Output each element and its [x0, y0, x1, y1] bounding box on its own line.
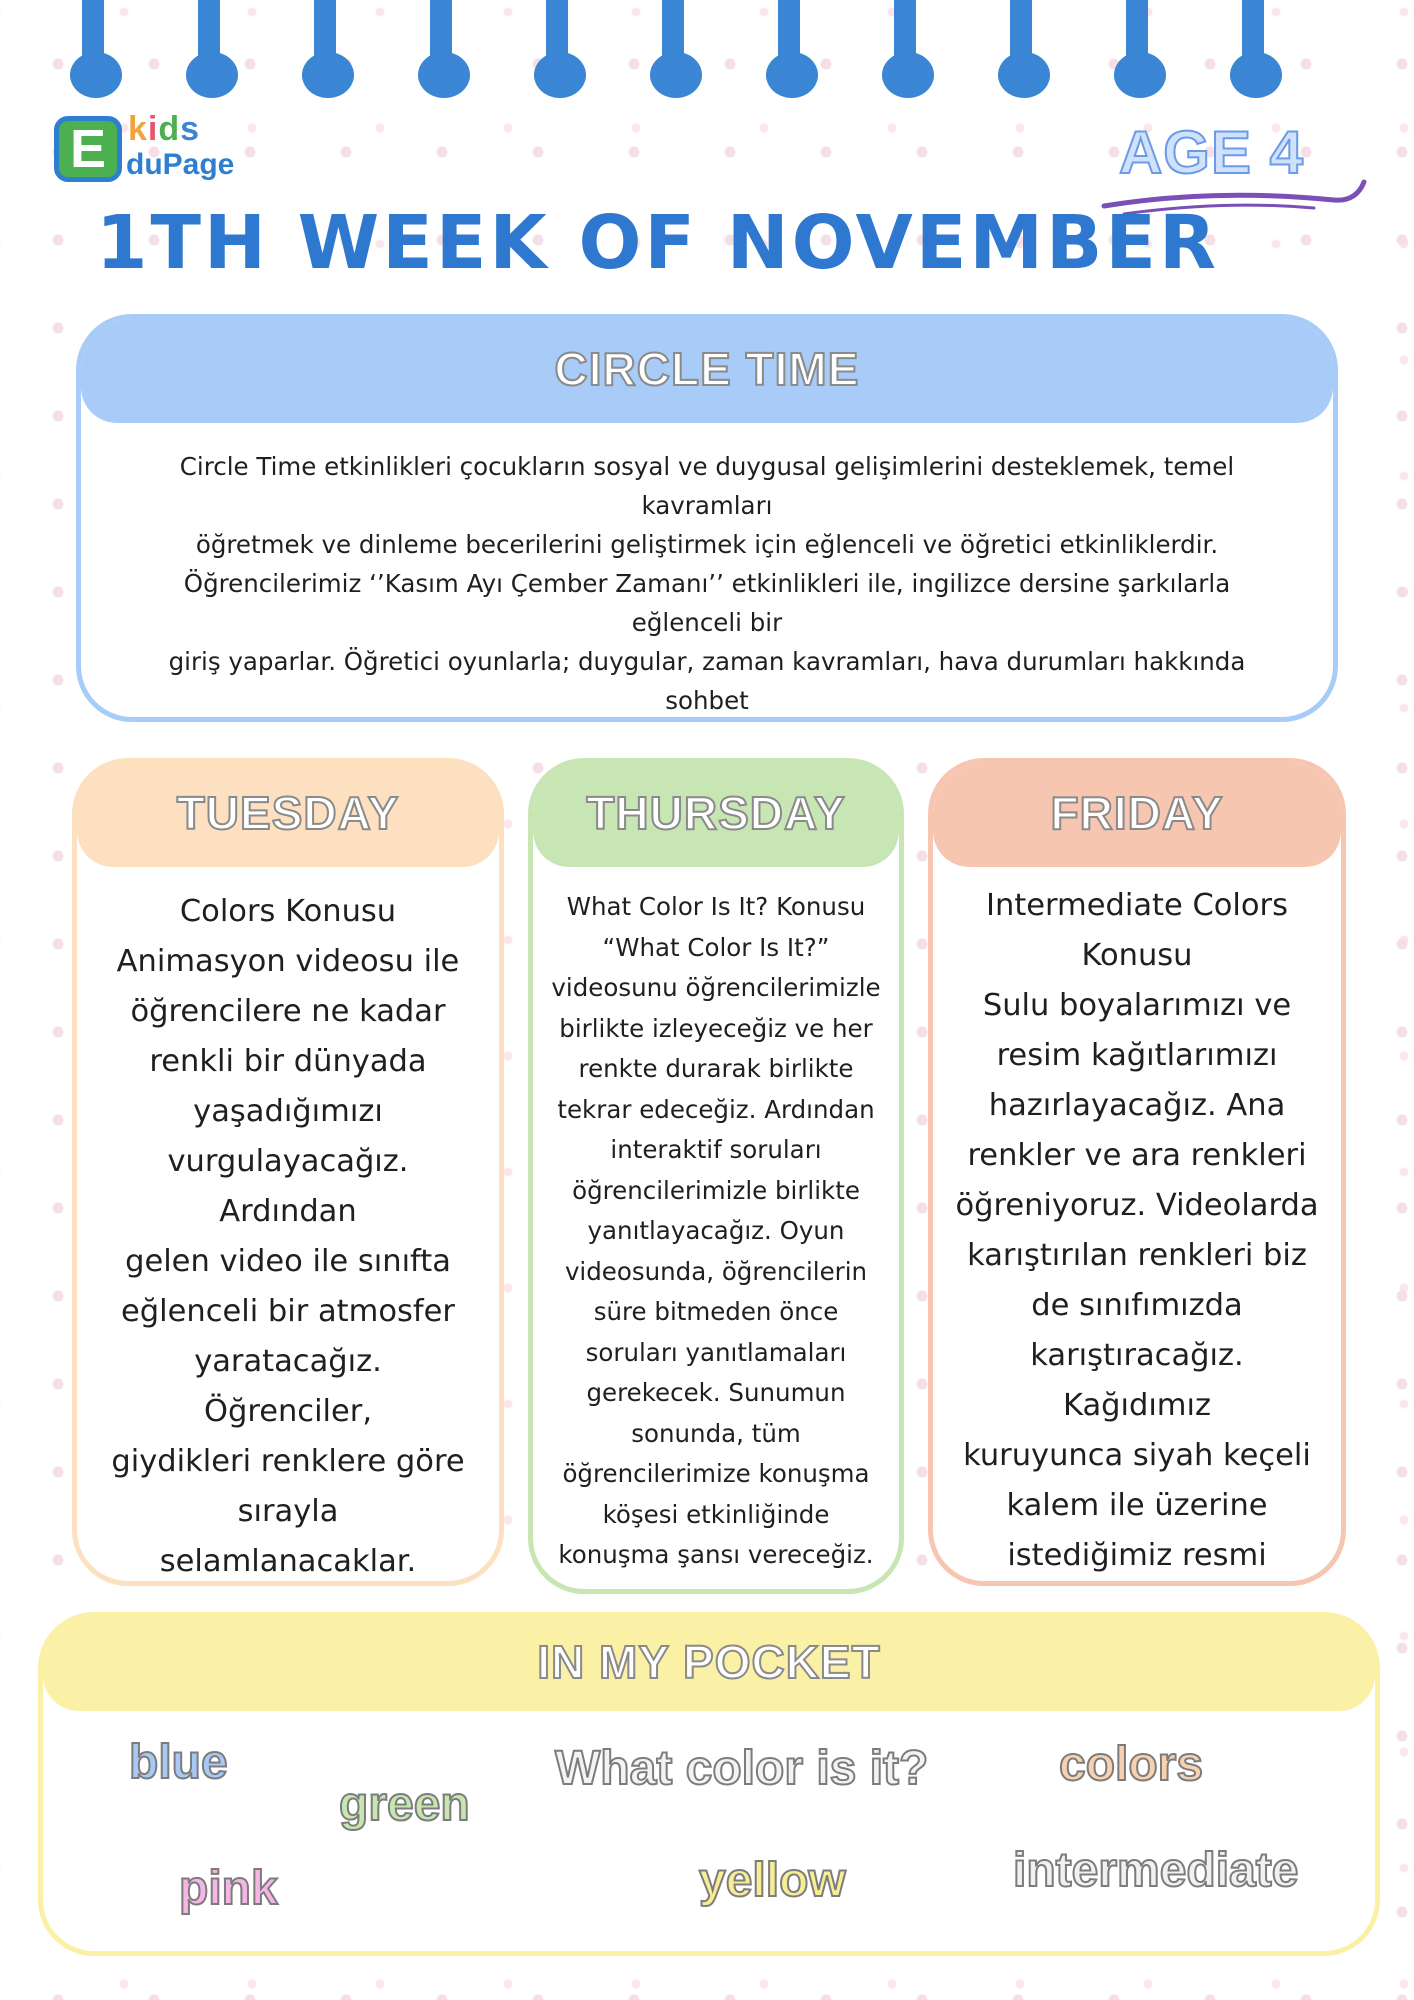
binder-ring: [418, 0, 470, 100]
tuesday-heading: TUESDAY: [77, 763, 499, 867]
thursday-heading: THURSDAY: [533, 763, 899, 867]
vocab-word-what-color-is-it: What color is it?: [555, 1742, 929, 1795]
binder-ring: [186, 0, 238, 100]
in-my-pocket-card: [38, 1612, 1380, 1956]
thursday-text: What Color Is It? Konusu “What Color Is It?” videosunu öğrencilerimizle birlikte izleyeceğiz ve her renkte durarak birlikte tekrar edeceğiz. Ardından interaktif soruları öğrencilerimizle birlikte yanıtlayacağız. Oyun videosunda, öğrencilerin süre bitmeden önce soruları yanıtlamaları gerekecek. Sunumun sonunda, tüm öğrencilerimize konuşma köşesi etkinliğinde konuşma şansı vereceğiz.: [551, 892, 881, 1569]
friday-text: Intermediate Colors Konusu Sulu boyalarımızı ve resim kağıtlarımızı hazırlayacağız. Ana renkler ve ara renkleri öğreniyoruz. Videolarda karıştırılan renkleri biz de sınıfımızda karıştıracağız. Kağıdımız kuruyunca siyah keçeli kalem ile üzerine istediğimiz resmi: [955, 888, 1319, 1573]
binder-ring: [998, 0, 1050, 100]
vocab-word-blue: blue: [129, 1736, 228, 1789]
friday-heading: FRIDAY: [933, 763, 1341, 867]
in-my-pocket-heading: IN MY POCKET: [43, 1617, 1375, 1711]
tuesday-card: [72, 758, 504, 1586]
binder-ring: [650, 0, 702, 100]
vocab-word-pink: pink: [179, 1862, 278, 1915]
binder-ring: [534, 0, 586, 100]
circle-time-heading: CIRCLE TIME: [81, 319, 1333, 423]
vocab-word-intermediate: intermediate: [1013, 1844, 1299, 1897]
tuesday-text: Colors Konusu Animasyon videosu ile öğrencilere ne kadar renkli bir dünyada yaşadığımızı vurgulayacağız. Ardından gelen video ile sınıfta eğlenceli bir atmosfer yaratacağız. Öğrenciler, giydikleri renklere göre sırayla selamlanacaklar.: [111, 894, 465, 1579]
binder-ring: [1230, 0, 1282, 100]
binder-ring: [1114, 0, 1166, 100]
friday-card: [928, 758, 1346, 1586]
vocab-word-yellow: yellow: [699, 1854, 846, 1907]
logo-letter: E: [54, 116, 122, 182]
logo-name: duPage: [126, 148, 235, 181]
age-badge: AGE 4: [1118, 119, 1304, 186]
circle-time-text: Circle Time etkinlikleri çocukların sosyal ve duygusal gelişimlerini desteklemek, temel kavramları öğretmek ve dinleme becerilerini geliştirmek için eğlenceli ve öğretici etkinliklerdir. Öğrencilerimiz ‘’Kasım Ayı Çember Zamanı’’ etkinlikleri ile, ingilizce dersine şarkılarla eğlenceli bir giriş yaparlar. Öğretici oyunlarla; duygular, zaman kavramları, hava durumları hakkında sohbet: [168, 452, 1246, 715]
circle-time-card: [76, 314, 1338, 722]
page-title: 1TH WEEK OF NOVEMBER: [96, 200, 1219, 286]
vocab-word-green: green: [339, 1778, 470, 1831]
logo-kids-text: kids: [128, 110, 201, 148]
binder-ring: [766, 0, 818, 100]
thursday-card: [528, 758, 904, 1594]
binder-ring: [302, 0, 354, 100]
eduPage-kids-logo: [54, 110, 235, 190]
vocab-word-colors: colors: [1059, 1738, 1204, 1791]
spiral-binding: [70, 0, 1340, 100]
binder-ring: [882, 0, 934, 100]
binder-ring: [70, 0, 122, 100]
